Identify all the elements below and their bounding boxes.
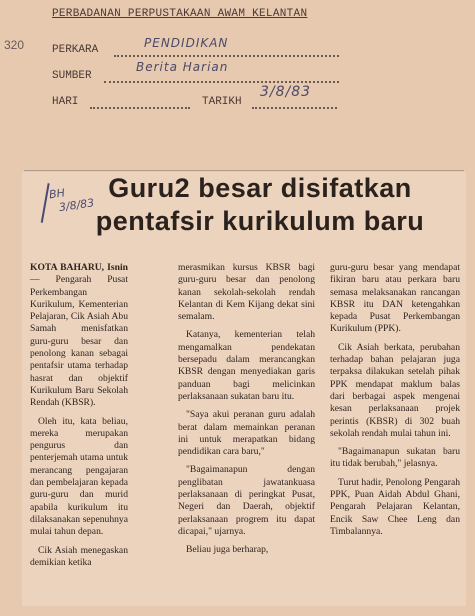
article-column-3: [330, 262, 460, 544]
article-column-1: [30, 262, 128, 575]
col3-paragraph-3: "Bagaimanapun sukatan baru itu tidak berubah," jelasnya.: [330, 446, 460, 470]
headline-line-2: pentafsir kurikulum baru: [95, 206, 425, 236]
perkara-row: [52, 36, 229, 56]
stamp-date: 3/8/83: [58, 196, 95, 215]
article-column-2: [178, 262, 315, 563]
stamp-source: BH: [48, 186, 66, 202]
col1-paragraph-1: — Pengarah Pusat Perkembangan Kurikulum, Kementerian Pelajaran, Cik Asiah Abu Samah menisfatkan guru-guru besar dan penolong kanan sebagai pentafsir utama terhadap hasrat dan objektif Kurikulum Baru Sekolah Rendah (KBSR).: [30, 274, 128, 409]
col2-paragraph-1: merasmikan kursus KBSR bagi guru-guru besar dan penolong kanan sekolah-sekolah rendah Kelantan di Kem Kijang dekat sini semalam.: [178, 262, 315, 323]
col2-paragraph-2: Katanya, kementerian telah mengamalkan pendekatan bersepadu dalam merancangkan KBSR dengan menyediakan garis panduan bagi melicinkan perlaksanaan sukatan baru itu.: [178, 329, 315, 402]
sumber-label: SUMBER: [52, 70, 92, 82]
tarikh-value: 3/8/83: [260, 84, 312, 100]
hari-tarikh-row: [52, 84, 312, 108]
headline-line-1: Guru2 besar disifatkan: [108, 173, 412, 203]
headline: [60, 172, 460, 238]
col3-paragraph-1: guru-guru besar yang mendapat fikiran baru atau perkara baru semasa melaksanakan rancangan KBSR itu DAN ketengahkan kepada Pusat Perkembangan Kurikulum (PPK).: [330, 262, 460, 335]
col3-paragraph-2: Cik Asiah berkata, perubahan terhadap bahan pelajaran juga terpaksa dilakukan setelah pihak PPK mendapat maklum balas dari berbagai aspek mengenai kesan perlaksanaan projek perintis (KBSR) di 302 buah sekolah rendah mulai tahun ini.: [330, 341, 460, 439]
file-number: 320: [4, 38, 25, 52]
hari-label: HARI: [52, 96, 79, 108]
col2-paragraph-3: "Saya akui peranan guru adalah berat dalam memainkan peranan ini untuk merapatkan bidang pendidikan cara baru,": [178, 409, 315, 458]
col1-paragraph-3: Cik Asiah menegaskan demikian ketika: [30, 544, 128, 568]
sumber-value: Berita Harian: [136, 60, 229, 74]
tarikh-label: TARIKH: [202, 96, 242, 108]
col1-paragraph-2: Oleh itu, kata beliau, mereka merupakan pengurus dan penterjemah utama untuk merancang pengajaran dan pembelajaran kepada guru-guru dan murid apabila kurikulum itu dilaksanakan sepenuhnya mulai tahun depan.: [30, 415, 128, 538]
dateline: KOTA BAHARU, Isnin: [30, 262, 128, 273]
perkara-value: PENDIDIKAN: [144, 36, 229, 50]
sumber-row: [52, 60, 229, 82]
library-name: PERBADANAN PERPUSTAKAAN AWAM KELANTAN: [52, 8, 308, 20]
clipping-top-rule: [24, 170, 464, 171]
col2-paragraph-5: Beliau juga berharap,: [186, 544, 269, 556]
perkara-label: PERKARA: [52, 44, 99, 56]
col2-paragraph-4: "Bagaimanapun dengan penglibatan jawatankuasa perlaksanaan di peringkat Pusat, Negeri dan Daerah, objektif perlaksanaan progrem itu dapat dicapai," ujarnya.: [178, 464, 315, 537]
hari-dotted-line: [90, 96, 190, 109]
col3-paragraph-4: Turut hadir, Penolong Pengarah PPK, Puan Aidah Abdul Ghani, Pengarah Pelajaran Kelantan, Encik Saw Chee Leng dan Timbalannya.: [330, 476, 460, 537]
